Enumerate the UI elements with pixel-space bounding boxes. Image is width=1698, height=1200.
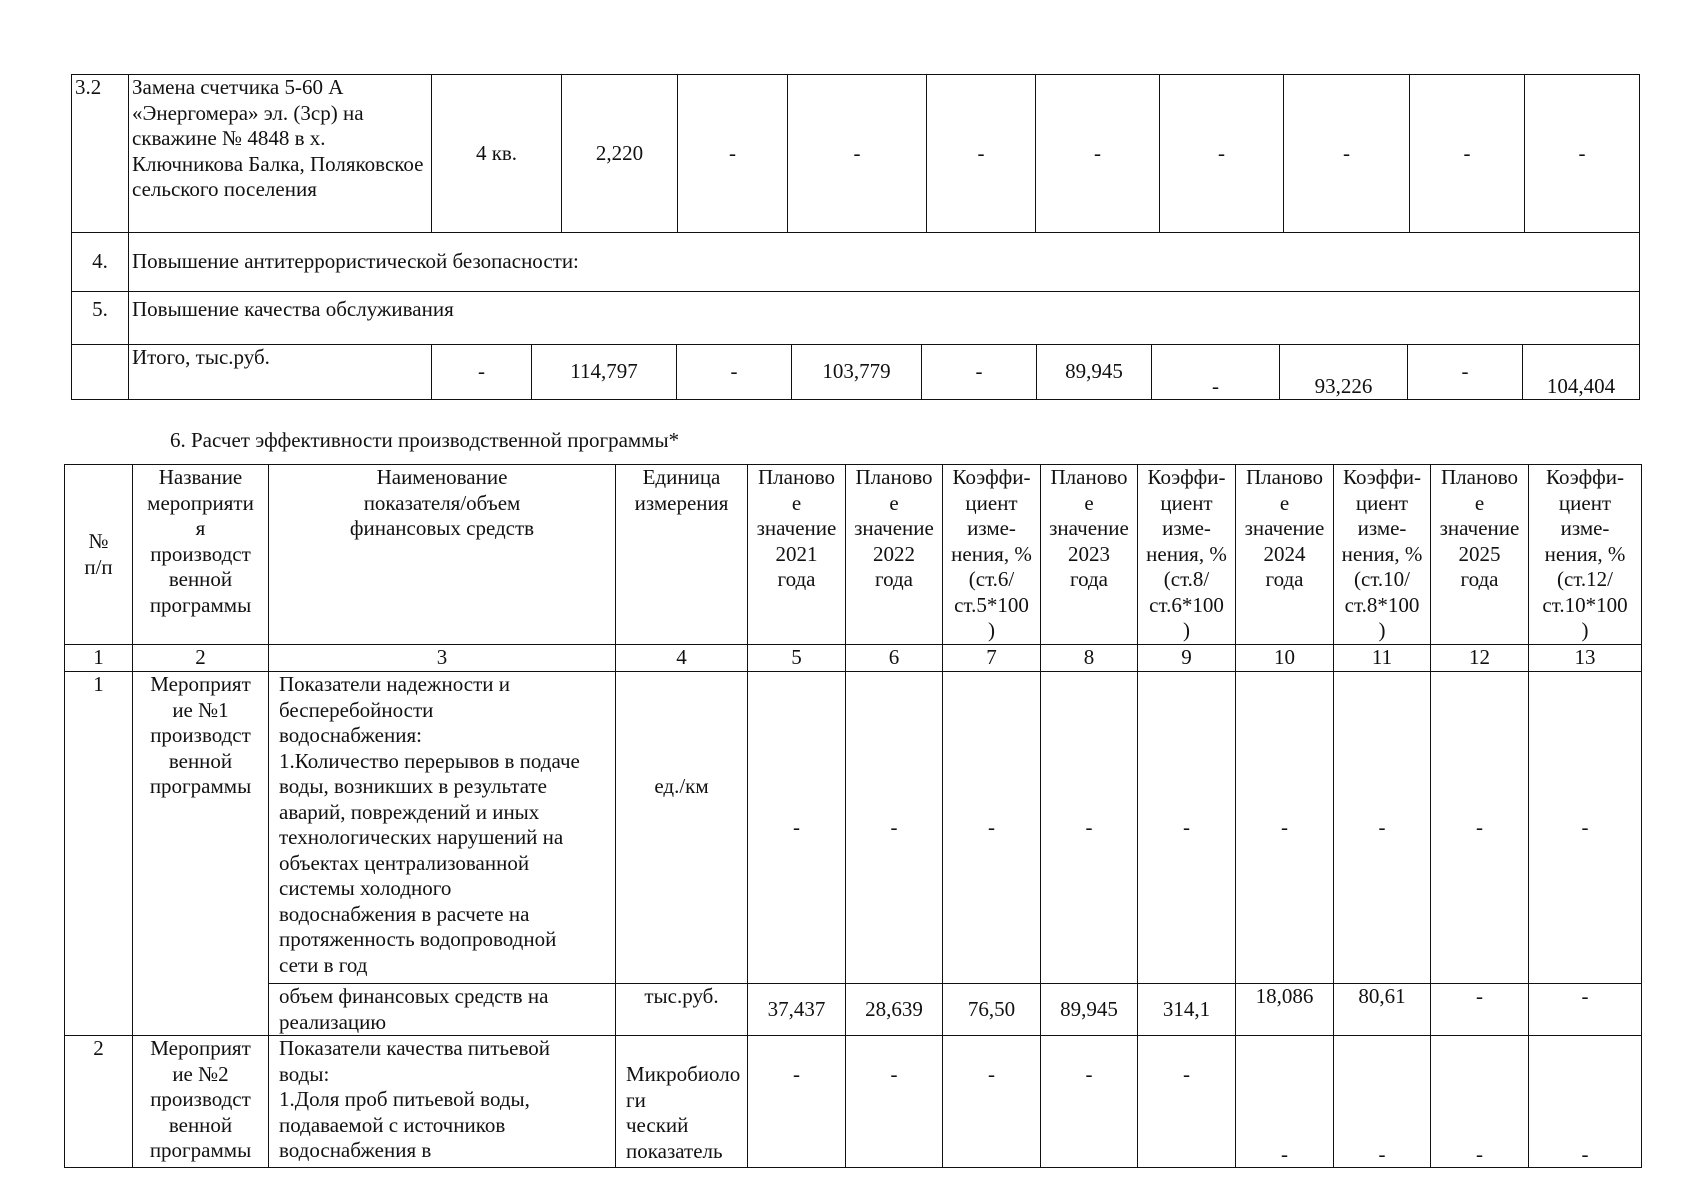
finance-value: 28,639 <box>846 984 943 1036</box>
value-cell: - <box>846 1036 943 1168</box>
total-value: 89,945 <box>1037 345 1152 400</box>
row-5 <box>72 292 1640 345</box>
value-cell: - <box>1236 1036 1334 1168</box>
finance-label: объем финансовых средств на реализацию <box>269 984 616 1036</box>
total-value: 93,226 <box>1280 345 1408 400</box>
total-value: - <box>677 345 792 400</box>
section-heading: Повышение качества обслуживания <box>129 292 1640 345</box>
header-cell: Планово е значение 2023 года <box>1041 465 1138 645</box>
value-cell: - <box>1036 75 1160 233</box>
value-cell: - <box>788 75 927 233</box>
measure-name: Замена счетчика 5-60 А «Энергомера» эл. (3ср) на скважине № 4848 в х. Ключникова Балка, Поляковское сельского поселения <box>129 75 432 233</box>
finance-value: 37,437 <box>748 984 846 1036</box>
value-cell: - <box>1041 672 1138 984</box>
header-cell: № п/п <box>65 465 133 645</box>
column-number: 3 <box>269 645 616 672</box>
value-cell: - <box>678 75 788 233</box>
value-cell: - <box>1041 1036 1138 1168</box>
finance-value: 89,945 <box>1041 984 1138 1036</box>
column-number: 9 <box>1138 645 1236 672</box>
total-row <box>72 345 1640 400</box>
unit-cell: ед./км <box>616 672 748 984</box>
event-1-finance-row <box>65 984 1642 1036</box>
row-number: 1 <box>65 672 133 1036</box>
event-2-indicator-row <box>65 1036 1642 1168</box>
value-cell: - <box>1334 1036 1431 1168</box>
indicator-text: Показатели качества питьевой воды: 1.Доля проб питьевой воды, подаваемой с источников водоснабжения в <box>269 1036 616 1168</box>
value-cell: - <box>1138 1036 1236 1168</box>
empty-cell <box>72 345 129 400</box>
header-row <box>65 465 1642 645</box>
column-number: 11 <box>1334 645 1431 672</box>
finance-value: 80,61 <box>1334 984 1431 1036</box>
value-cell: - <box>1138 672 1236 984</box>
column-number: 4 <box>616 645 748 672</box>
header-cell: Коэффи- циент изме- нения, % (ст.10/ ст.8*100 ) <box>1334 465 1431 645</box>
row-number: 4. <box>72 233 129 292</box>
row-number: 2 <box>65 1036 133 1168</box>
total-value: 114,797 <box>532 345 677 400</box>
finance-value: - <box>1529 984 1642 1036</box>
finance-value: 314,1 <box>1138 984 1236 1036</box>
header-cell: Коэффи- циент изме- нения, % (ст.12/ ст.10*100 ) <box>1529 465 1642 645</box>
finance-value: 18,086 <box>1236 984 1334 1036</box>
column-number: 8 <box>1041 645 1138 672</box>
total-value: - <box>1408 345 1523 400</box>
column-number: 5 <box>748 645 846 672</box>
value-cell: - <box>1431 1036 1529 1168</box>
indicator-text: Показатели надежности и бесперебойности водоснабжения: 1.Количество перерывов в подаче воды, возникших в результате аварий, повреждений и иных технологических нарушений на объектах централизованной системы холодного водоснабжения в расчете на протяженность водопроводной сети в год <box>269 672 616 984</box>
value-cell: - <box>1334 672 1431 984</box>
column-number: 2 <box>133 645 269 672</box>
event-name: Мероприят ие №2 производст венной программы <box>133 1036 269 1168</box>
top-table <box>71 74 1640 345</box>
value-cell: - <box>943 1036 1041 1168</box>
header-cell: Название мероприяти я производст венной программы <box>133 465 269 645</box>
column-number: 7 <box>943 645 1041 672</box>
row-3-2 <box>72 75 1640 233</box>
row-number: 5. <box>72 292 129 345</box>
total-label: Итого, тыс.руб. <box>129 345 432 400</box>
total-value: 104,404 <box>1523 345 1640 400</box>
header-cell: Планово е значение 2021 года <box>748 465 846 645</box>
value-cell: - <box>846 672 943 984</box>
unit-cell: Микробиоло ги ческий показатель <box>616 1036 748 1168</box>
section-heading: Повышение антитеррористической безопасности: <box>129 233 1640 292</box>
event-name: Мероприят ие №1 производст венной программы <box>133 672 269 1036</box>
column-number: 1 <box>65 645 133 672</box>
column-number: 13 <box>1529 645 1642 672</box>
row-number: 3.2 <box>72 75 129 233</box>
value-cell: 2,220 <box>562 75 678 233</box>
header-cell: Наименование показателя/объем финансовых средств <box>269 465 616 645</box>
value-cell: - <box>1529 672 1642 984</box>
efficiency-table <box>64 464 1642 1168</box>
row-4 <box>72 233 1640 292</box>
total-table <box>71 344 1640 400</box>
event-1-indicator-row <box>65 672 1642 984</box>
column-number: 12 <box>1431 645 1529 672</box>
value-cell: - <box>1431 672 1529 984</box>
value-cell: - <box>1410 75 1525 233</box>
total-value: - <box>1152 345 1280 400</box>
header-cell: Планово е значение 2024 года <box>1236 465 1334 645</box>
unit-cell: тыс.руб. <box>616 984 748 1036</box>
header-cell: Планово е значение 2025 года <box>1431 465 1529 645</box>
value-cell: - <box>943 672 1041 984</box>
value-cell: - <box>1160 75 1284 233</box>
value-cell: - <box>748 672 846 984</box>
column-number-row <box>65 645 1642 672</box>
header-cell: Коэффи- циент изме- нения, % (ст.8/ ст.6*100 ) <box>1138 465 1236 645</box>
value-cell: - <box>1236 672 1334 984</box>
period-cell: 4 кв. <box>432 75 562 233</box>
value-cell: - <box>1284 75 1410 233</box>
total-value: - <box>432 345 532 400</box>
section-title: 6. Расчет эффективности производственной программы* <box>170 428 680 452</box>
total-value: - <box>922 345 1037 400</box>
header-cell: Планово е значение 2022 года <box>846 465 943 645</box>
total-value: 103,779 <box>792 345 922 400</box>
column-number: 6 <box>846 645 943 672</box>
header-cell: Коэффи- циент изме- нения, % (ст.6/ ст.5*100 ) <box>943 465 1041 645</box>
value-cell: - <box>1529 1036 1642 1168</box>
value-cell: - <box>927 75 1036 233</box>
header-cell: Единица измерения <box>616 465 748 645</box>
finance-value: - <box>1431 984 1529 1036</box>
finance-value: 76,50 <box>943 984 1041 1036</box>
value-cell: - <box>748 1036 846 1168</box>
column-number: 10 <box>1236 645 1334 672</box>
value-cell: - <box>1525 75 1640 233</box>
